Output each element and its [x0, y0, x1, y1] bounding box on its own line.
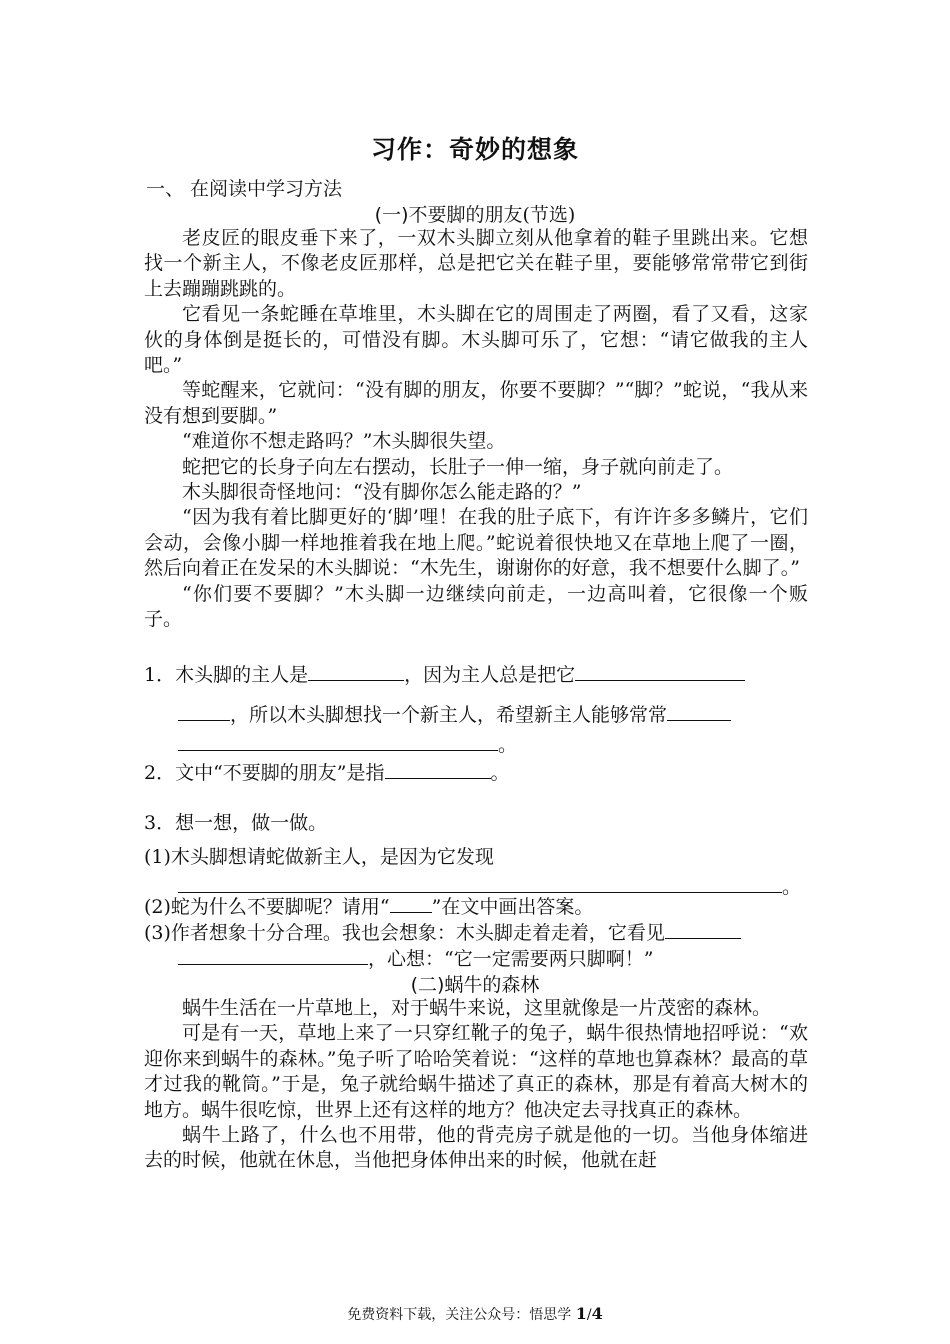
question-3-3-text: ，心想：“它一定需要两只脚啊！”	[368, 948, 654, 970]
passage2-body	[144, 996, 808, 1174]
question-2	[144, 758, 808, 788]
section-heading: 一、 在阅读中学习方法	[146, 178, 343, 200]
paragraph: “难道你不想走路吗？”木头脚很失望。	[182, 430, 506, 453]
passage1-heading-suffix: (节选)	[522, 204, 576, 226]
passage1-heading-main: (一)不要脚的朋友	[374, 204, 523, 226]
paragraph: “你们要不要脚？”木头脚一边继续向前走，一边高叫着，它很像一个贩子。	[144, 582, 808, 631]
page-number-separator: /	[586, 1307, 592, 1323]
passage2-heading: (二)蜗牛的森林	[410, 974, 540, 996]
passage1-body	[144, 226, 808, 633]
footer-text: 免费资料下载，关注公众号：悟思学	[347, 1307, 572, 1323]
answer-blank[interactable]	[385, 760, 491, 779]
answer-blank[interactable]	[665, 920, 741, 939]
page-title: 习作：奇妙的想象	[370, 135, 579, 164]
paragraph: 木头脚很奇怪地问：“没有脚你怎么能走路的？”	[182, 481, 582, 504]
paragraph: “因为我有着比脚更好的‘脚’哩！在我的肚子底下，有许许多多鳞片，它们会动，会像小脚一样地推着我在地上爬。”蛇说着很快地又在草地上爬了一圈，然后向着正在发呆的木头脚说：“木先生，谢谢你的好意，我不想要什么脚了。”	[144, 506, 808, 580]
question-3	[144, 808, 808, 838]
answer-blank[interactable]	[575, 662, 745, 681]
punctuation: 。	[782, 876, 802, 898]
paragraph: 老皮匠的眼皮垂下来了，一双木头脚立刻从他拿着的鞋子里跳出来。它想找一个新主人，不像老皮匠那样，总是把它关在鞋子里，要能够常常带它到街上去蹦蹦跳跳的。	[144, 227, 808, 300]
question-1-text: ，因为主人总是把它	[404, 664, 576, 686]
question-3-3	[144, 920, 808, 972]
answer-blank[interactable]	[178, 946, 368, 965]
answer-blank[interactable]	[178, 874, 782, 893]
paragraph: 蜗牛上路了，什么也不用带，他的背壳房子就是他的一切。当他身体缩进去的时候，他就在休息，当他把身体伸出来的时候，他就在赶	[144, 1124, 808, 1172]
punctuation: 。	[490, 762, 510, 784]
paragraph: 等蛇醒来，它就问：“没有脚的朋友，你要不要脚？”“脚？”蛇说，“我从来没有想到要脚。”	[144, 379, 808, 427]
paragraph: 蛇把它的长身子向左右摆动，长肚子一伸一缩，身子就向前走了。	[182, 455, 734, 478]
question-3-1	[144, 842, 808, 902]
question-1	[144, 660, 808, 760]
question-3-3-text: (3)作者想象十分合理。我也会想象：木头脚走着走着，它看见	[144, 922, 665, 944]
page-number-total: 4	[591, 1304, 603, 1323]
paragraph: 可是有一天，草地上来了一只穿红靴子的兔子，蜗牛很热情地招呼说：“欢迎你来到蜗牛的森林。”兔子听了哈哈笑着说：“这样的草地也算森林？最高的草才过我的靴筒。”于是，兔子就给蜗牛描述了真正的森林，那是有着高大树木的地方。蜗牛很吃惊，世界上还有这样的地方？他决定去寻找真正的森林。	[144, 1022, 808, 1121]
answer-blank[interactable]	[178, 732, 498, 751]
page-footer	[0, 1304, 950, 1324]
answer-blank[interactable]	[390, 894, 432, 913]
answer-blank[interactable]	[667, 702, 731, 721]
passage1-heading	[0, 200, 950, 227]
punctuation: 。	[498, 734, 518, 756]
paragraph: 它看见一条蛇睡在草堆里，木头脚在它的周围走了两圈，看了又看，这家伙的身体倒是挺长的，可惜没有脚。木头脚可乐了，它想：“请它做我的主人吧。”	[144, 303, 808, 377]
question-2-text: 2．文中“不要脚的朋友”是指	[144, 762, 385, 784]
paragraph: 蜗牛生活在一片草地上，对于蜗牛来说，这里就像是一片茂密的森林。	[182, 997, 772, 1019]
question-1-text: 1．木头脚的主人是	[144, 664, 309, 686]
question-3-2-text: (2)蛇为什么不要脚呢？请用“	[144, 896, 390, 918]
question-3-2-text: ”在文中画出答案。	[431, 896, 594, 918]
question-3-text: 3．想一想，做一做。	[144, 812, 328, 834]
answer-blank[interactable]	[308, 662, 404, 681]
question-3-2	[144, 894, 808, 920]
answer-blank[interactable]	[178, 702, 230, 721]
page-number-current: 1	[575, 1304, 587, 1323]
question-3-1-text: (1)木头脚想请蛇做新主人，是因为它发现	[144, 846, 494, 868]
question-1-text: ，所以木头脚想找一个新主人，希望新主人能够常常	[230, 704, 668, 726]
